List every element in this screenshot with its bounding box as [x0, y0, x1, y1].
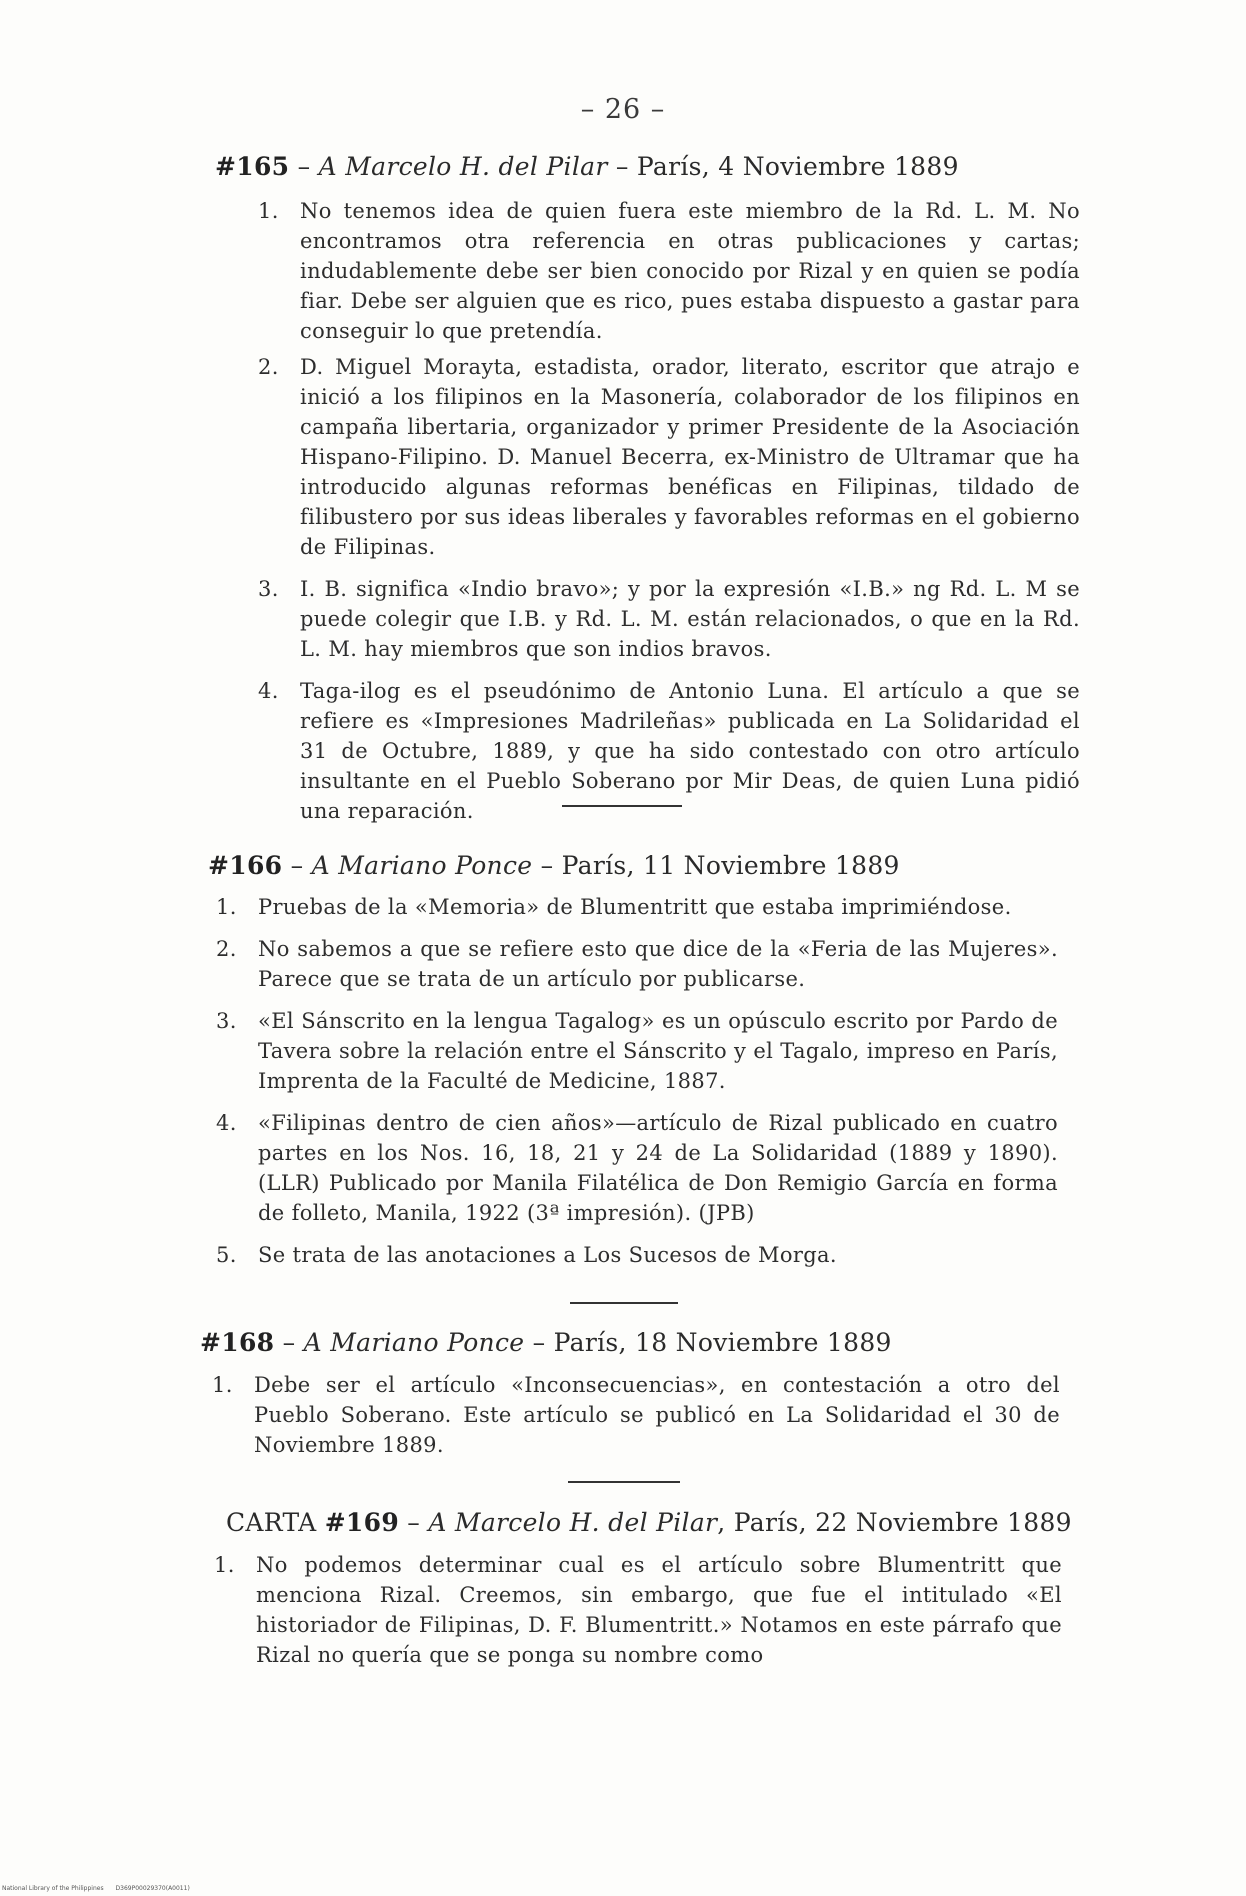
note-text: No tenemos idea de quien fuera este miembro de la Rd. L. M. No encontramos otra referencia en otras publicaciones y cartas; indudablemente debe ser bien conocido por Rizal y en quien se podía fiar. Debe ser alguien que es rico, pues estaba dispuesto a gastar para conseguir lo que pretendía. [300, 199, 1080, 343]
recipient: A Mariano Ponce [311, 851, 533, 880]
place-date: París, 11 Noviembre 1889 [561, 851, 900, 880]
note-item [216, 934, 1058, 994]
note-item [258, 676, 1080, 826]
section-heading [215, 152, 1075, 181]
note-number: 4. [216, 1111, 237, 1135]
note-text: Pruebas de la «Memoria» de Blumentritt que estaba imprimiéndose. [258, 895, 1012, 919]
dash: – [532, 1328, 554, 1357]
letter-number: #165 [215, 152, 290, 181]
scan-footer [2, 1885, 200, 1892]
place-date: París, 18 Noviembre 1889 [553, 1328, 892, 1357]
note-number: 5. [216, 1243, 237, 1267]
footer-institution: National Library of the Philippines [2, 1885, 104, 1892]
note-number: 1. [214, 1553, 235, 1577]
note-text: Taga-ilog es el pseudónimo de Antonio Luna. El artículo a que se refiere es «Impresiones Madrileñas» publicada en La Solidaridad el 31 de Octubre, 1889, y que ha sido contestado con otro artículo insultante en el Pueblo Soberano por Mir Deas, de quien Luna pidió una reparación. [300, 679, 1080, 823]
letter-number: #169 [324, 1508, 400, 1537]
note-text: No podemos determinar cual es el artículo sobre Blumentritt que menciona Rizal. Creemos, sin embargo, que fue el intitulado «El historiador de Filipinas, D. F. Blumentritt.» Notamos en este párrafo que Rizal no quería que se ponga su nombre como [256, 1553, 1062, 1667]
note-item [216, 1240, 1058, 1270]
note-number: 1. [212, 1373, 233, 1397]
note-item [258, 196, 1080, 346]
note-item [214, 1550, 1062, 1670]
notes-168 [212, 1370, 1060, 1460]
note-number: 2. [258, 355, 279, 379]
notes-165 [258, 196, 1080, 826]
section-166 [208, 851, 1068, 880]
note-number: 1. [258, 199, 279, 223]
dash: – [290, 851, 312, 880]
note-item [258, 352, 1080, 562]
note-item [216, 1006, 1058, 1096]
dash: – [540, 851, 562, 880]
note-item [216, 1108, 1058, 1228]
section-165 [215, 152, 1075, 181]
recipient: A Mariano Ponce [303, 1328, 525, 1357]
dash: – [297, 152, 319, 181]
section-divider [562, 805, 682, 807]
section-169 [226, 1508, 1086, 1537]
note-number: 2. [216, 937, 237, 961]
section-168 [200, 1328, 1060, 1357]
notes-169 [214, 1550, 1062, 1670]
section-heading [200, 1328, 1060, 1357]
page-number: – 26 – [580, 94, 666, 125]
recipient: A Marcelo H. del Pilar [428, 1508, 718, 1537]
comma: , [717, 1508, 734, 1537]
footer-code: D369P00029370(A0011) [115, 1885, 190, 1892]
section-divider [568, 1481, 680, 1483]
note-text: «El Sánscrito en la lengua Tagalog» es un opúsculo escrito por Pardo de Tavera sobre la relación entre el Sánscrito y el Tagalo, impreso en París, Imprenta de la Faculté de Medicine, 1887. [258, 1009, 1058, 1093]
place-date: París, 4 Noviembre 1889 [636, 152, 959, 181]
note-item [216, 892, 1058, 922]
note-item [258, 574, 1080, 664]
dash: – [407, 1508, 429, 1537]
note-text: D. Miguel Morayta, estadista, orador, literato, escritor que atrajo e inició a los filipinos en la Masonería, colaborador de los filipinos en campaña libertaria, organizador y primer Presidente de la Asociación Hispano-Filipino. D. Manuel Becerra, ex-Ministro de Ultramar que ha introducido algunas reformas benéficas en Filipinas, tildado de filibustero por sus ideas liberales y favorables reformas en el gobierno de Filipinas. [300, 355, 1080, 559]
note-text: No sabemos a que se refiere esto que dice de la «Feria de las Mujeres». Parece que se trata de un artículo por publicarse. [258, 937, 1058, 991]
section-heading [226, 1508, 1086, 1537]
note-text: Debe ser el artículo «Inconsecuencias», en contestación a otro del Pueblo Soberano. Este artículo se publicó en La Solidaridad el 30 de Noviembre 1889. [254, 1373, 1060, 1457]
section-divider [570, 1302, 678, 1304]
section-heading [208, 851, 1068, 880]
note-number: 4. [258, 679, 279, 703]
letter-prefix: CARTA [226, 1508, 317, 1537]
notes-166 [216, 892, 1058, 1270]
note-text: I. B. significa «Indio bravo»; y por la expresión «I.B.» ng Rd. L. M se puede colegir que I.B. y Rd. L. M. están relacionados, o que en la Rd. L. M. hay miembros que son indios bravos. [300, 577, 1080, 661]
note-number: 3. [258, 577, 279, 601]
recipient: A Marcelo H. del Pilar [318, 152, 608, 181]
dash: – [282, 1328, 304, 1357]
note-text: «Filipinas dentro de cien años»—artículo de Rizal publicado en cuatro partes en los Nos. 16, 18, 21 y 24 de La Solidaridad (1889 y 1890). (LLR) Publicado por Manila Filatélica de Don Remigio García en forma de folleto, Manila, 1922 (3ª impresión). (JPB) [258, 1111, 1058, 1225]
letter-number: #168 [200, 1328, 275, 1357]
dash: – [615, 152, 637, 181]
place-date: París, 22 Noviembre 1889 [733, 1508, 1072, 1537]
note-item [212, 1370, 1060, 1460]
note-text: Se trata de las anotaciones a Los Sucesos de Morga. [258, 1243, 837, 1267]
note-number: 1. [216, 895, 237, 919]
note-number: 3. [216, 1009, 237, 1033]
letter-number: #166 [208, 851, 283, 880]
